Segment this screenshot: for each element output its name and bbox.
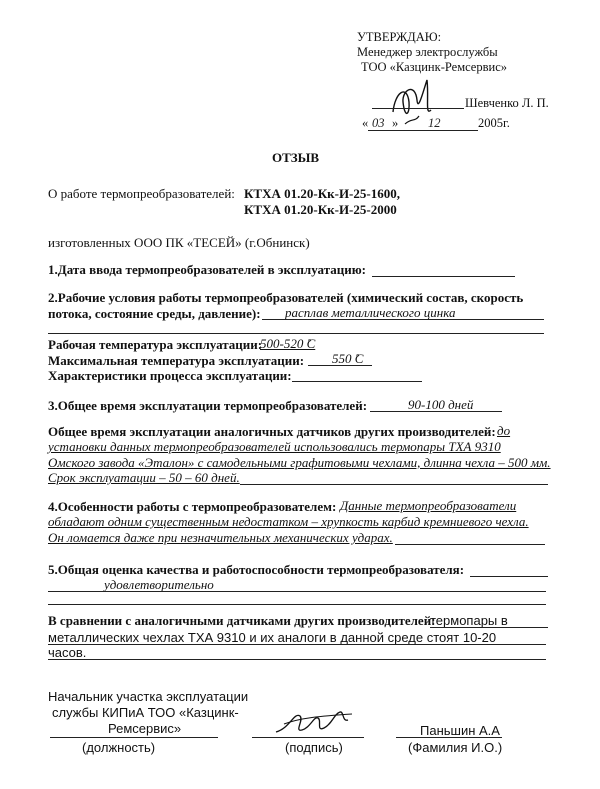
approval-date-open: « xyxy=(362,116,369,130)
section-3-value: 90-100 дней xyxy=(408,397,474,412)
compare-value-1: металлических чехлах ТХА 9310 и их аналоги в данной среде стоят 10-20 xyxy=(48,630,497,645)
signer-position-line xyxy=(50,737,218,738)
approval-date-line xyxy=(368,130,478,131)
analog-line xyxy=(240,484,548,485)
section-2-line-1: 2.Рабочие условия работы термопреобразователей (химический состав, скорость xyxy=(48,290,524,305)
analog-value-2: Омского завода «Эталон» с самодельными графитовыми чехлами, длинна чехла – 500 мм. xyxy=(48,455,551,470)
section-1-label: 1.Дата ввода термопреобразователей в эксплуатацию: xyxy=(48,262,367,277)
compare-label: В сравнении с аналогичными датчиками других производителей: xyxy=(48,613,436,628)
subject-model-2: КТХА 01.20-Кк-И-25-2000 xyxy=(244,202,397,217)
section-3-line xyxy=(370,411,502,412)
work-temp-value: 500-520 ̊С xyxy=(260,336,316,351)
section-3-label: 3.Общее время эксплуатации термопреобразователей: xyxy=(48,398,368,413)
max-temp-label: Максимальная температура эксплуатации: xyxy=(48,353,305,368)
section-2-line xyxy=(262,319,544,320)
caption-signature: (подпись) xyxy=(285,740,343,755)
section-4-line xyxy=(395,544,545,545)
compare-line-1 xyxy=(48,644,546,645)
subject-model-1: КТХА 01.20-Кк-И-25-1600, xyxy=(244,186,400,201)
section-1-line xyxy=(372,276,515,277)
process-line xyxy=(292,381,422,382)
signer-position-2: службы КИПиА ТОО «Казцинк- xyxy=(52,705,239,720)
section-5-label: 5.Общая оценка качества и работоспособности термопреобразователя: xyxy=(48,562,465,577)
section-4-value-0: Данные термопреобразователи xyxy=(340,498,517,513)
approval-date-month: 12 xyxy=(428,116,441,130)
signer-name: Паньшин А.А xyxy=(420,723,500,738)
approval-date-year: 2005г. xyxy=(478,116,510,130)
caption-position: (должность) xyxy=(82,740,156,755)
section-2-value: расплав металлического цинка xyxy=(285,305,456,320)
manufacturer: изготовленных ООО ПК «ТЕСЕЙ» (г.Обнинск) xyxy=(48,235,310,250)
approval-position: Менеджер электрослужбы xyxy=(357,45,498,59)
work-temp-label: Рабочая температура эксплуатации: xyxy=(48,337,263,352)
analog-value-0: до xyxy=(497,423,511,438)
approval-name: Шевченко Л. П. xyxy=(465,96,549,110)
signer-signature-icon xyxy=(270,702,360,742)
page-title: ОТЗЫВ xyxy=(272,150,320,165)
signer-sign-line xyxy=(252,737,364,738)
max-temp-value: 550 ̊С xyxy=(332,351,364,366)
section-2-extra-line xyxy=(48,333,544,334)
analog-label: Общее время эксплуатации аналогичных датчиков других производителей: xyxy=(48,424,496,439)
section-4-value-1: обладают одним существенным недостатком – хрупкость карбид кремниевого чехла. xyxy=(48,514,529,529)
signer-position-1: Начальник участка эксплуатации xyxy=(48,689,249,704)
max-temp-line xyxy=(308,365,372,366)
section-2-line-2: потока, состояние среды, давление): xyxy=(48,306,261,321)
process-label: Характеристики процесса эксплуатации: xyxy=(48,368,292,383)
approval-date-day: 03 xyxy=(372,116,385,130)
section-5-line-a xyxy=(470,576,548,577)
section-5-value: удовлетворительно xyxy=(104,577,214,592)
section-5-line-c xyxy=(48,604,546,605)
approval-date-close: » xyxy=(392,116,399,130)
caption-name: (Фамилия И.О.) xyxy=(408,740,503,755)
section-4-value-2: Он ломается даже при незначительных механических ударах. xyxy=(48,530,393,545)
analog-value-1: установки данных термопреобразователей использовались термопары ТХА 9310 xyxy=(48,439,501,454)
signer-position-3: Ремсервис» xyxy=(108,721,182,736)
approval-heading: УТВЕРЖДАЮ: xyxy=(357,30,442,44)
compare-line-0 xyxy=(430,627,548,628)
approval-company: ТОО «Казцинк-Ремсервис» xyxy=(361,60,507,74)
approval-sign-line xyxy=(372,108,464,109)
compare-value-2: часов. xyxy=(48,645,87,660)
compare-value-0: термопары в xyxy=(430,613,508,628)
section-4-label: 4.Особенности работы с термопреобразователем: xyxy=(48,499,337,514)
section-5-line-b xyxy=(48,591,546,592)
subject-prefix: О работе термопреобразователей: xyxy=(48,186,235,201)
compare-line-2 xyxy=(48,659,546,660)
analog-value-3: Срок эксплуатации – 50 – 60 дней. xyxy=(48,470,240,485)
signer-name-line xyxy=(396,737,502,738)
